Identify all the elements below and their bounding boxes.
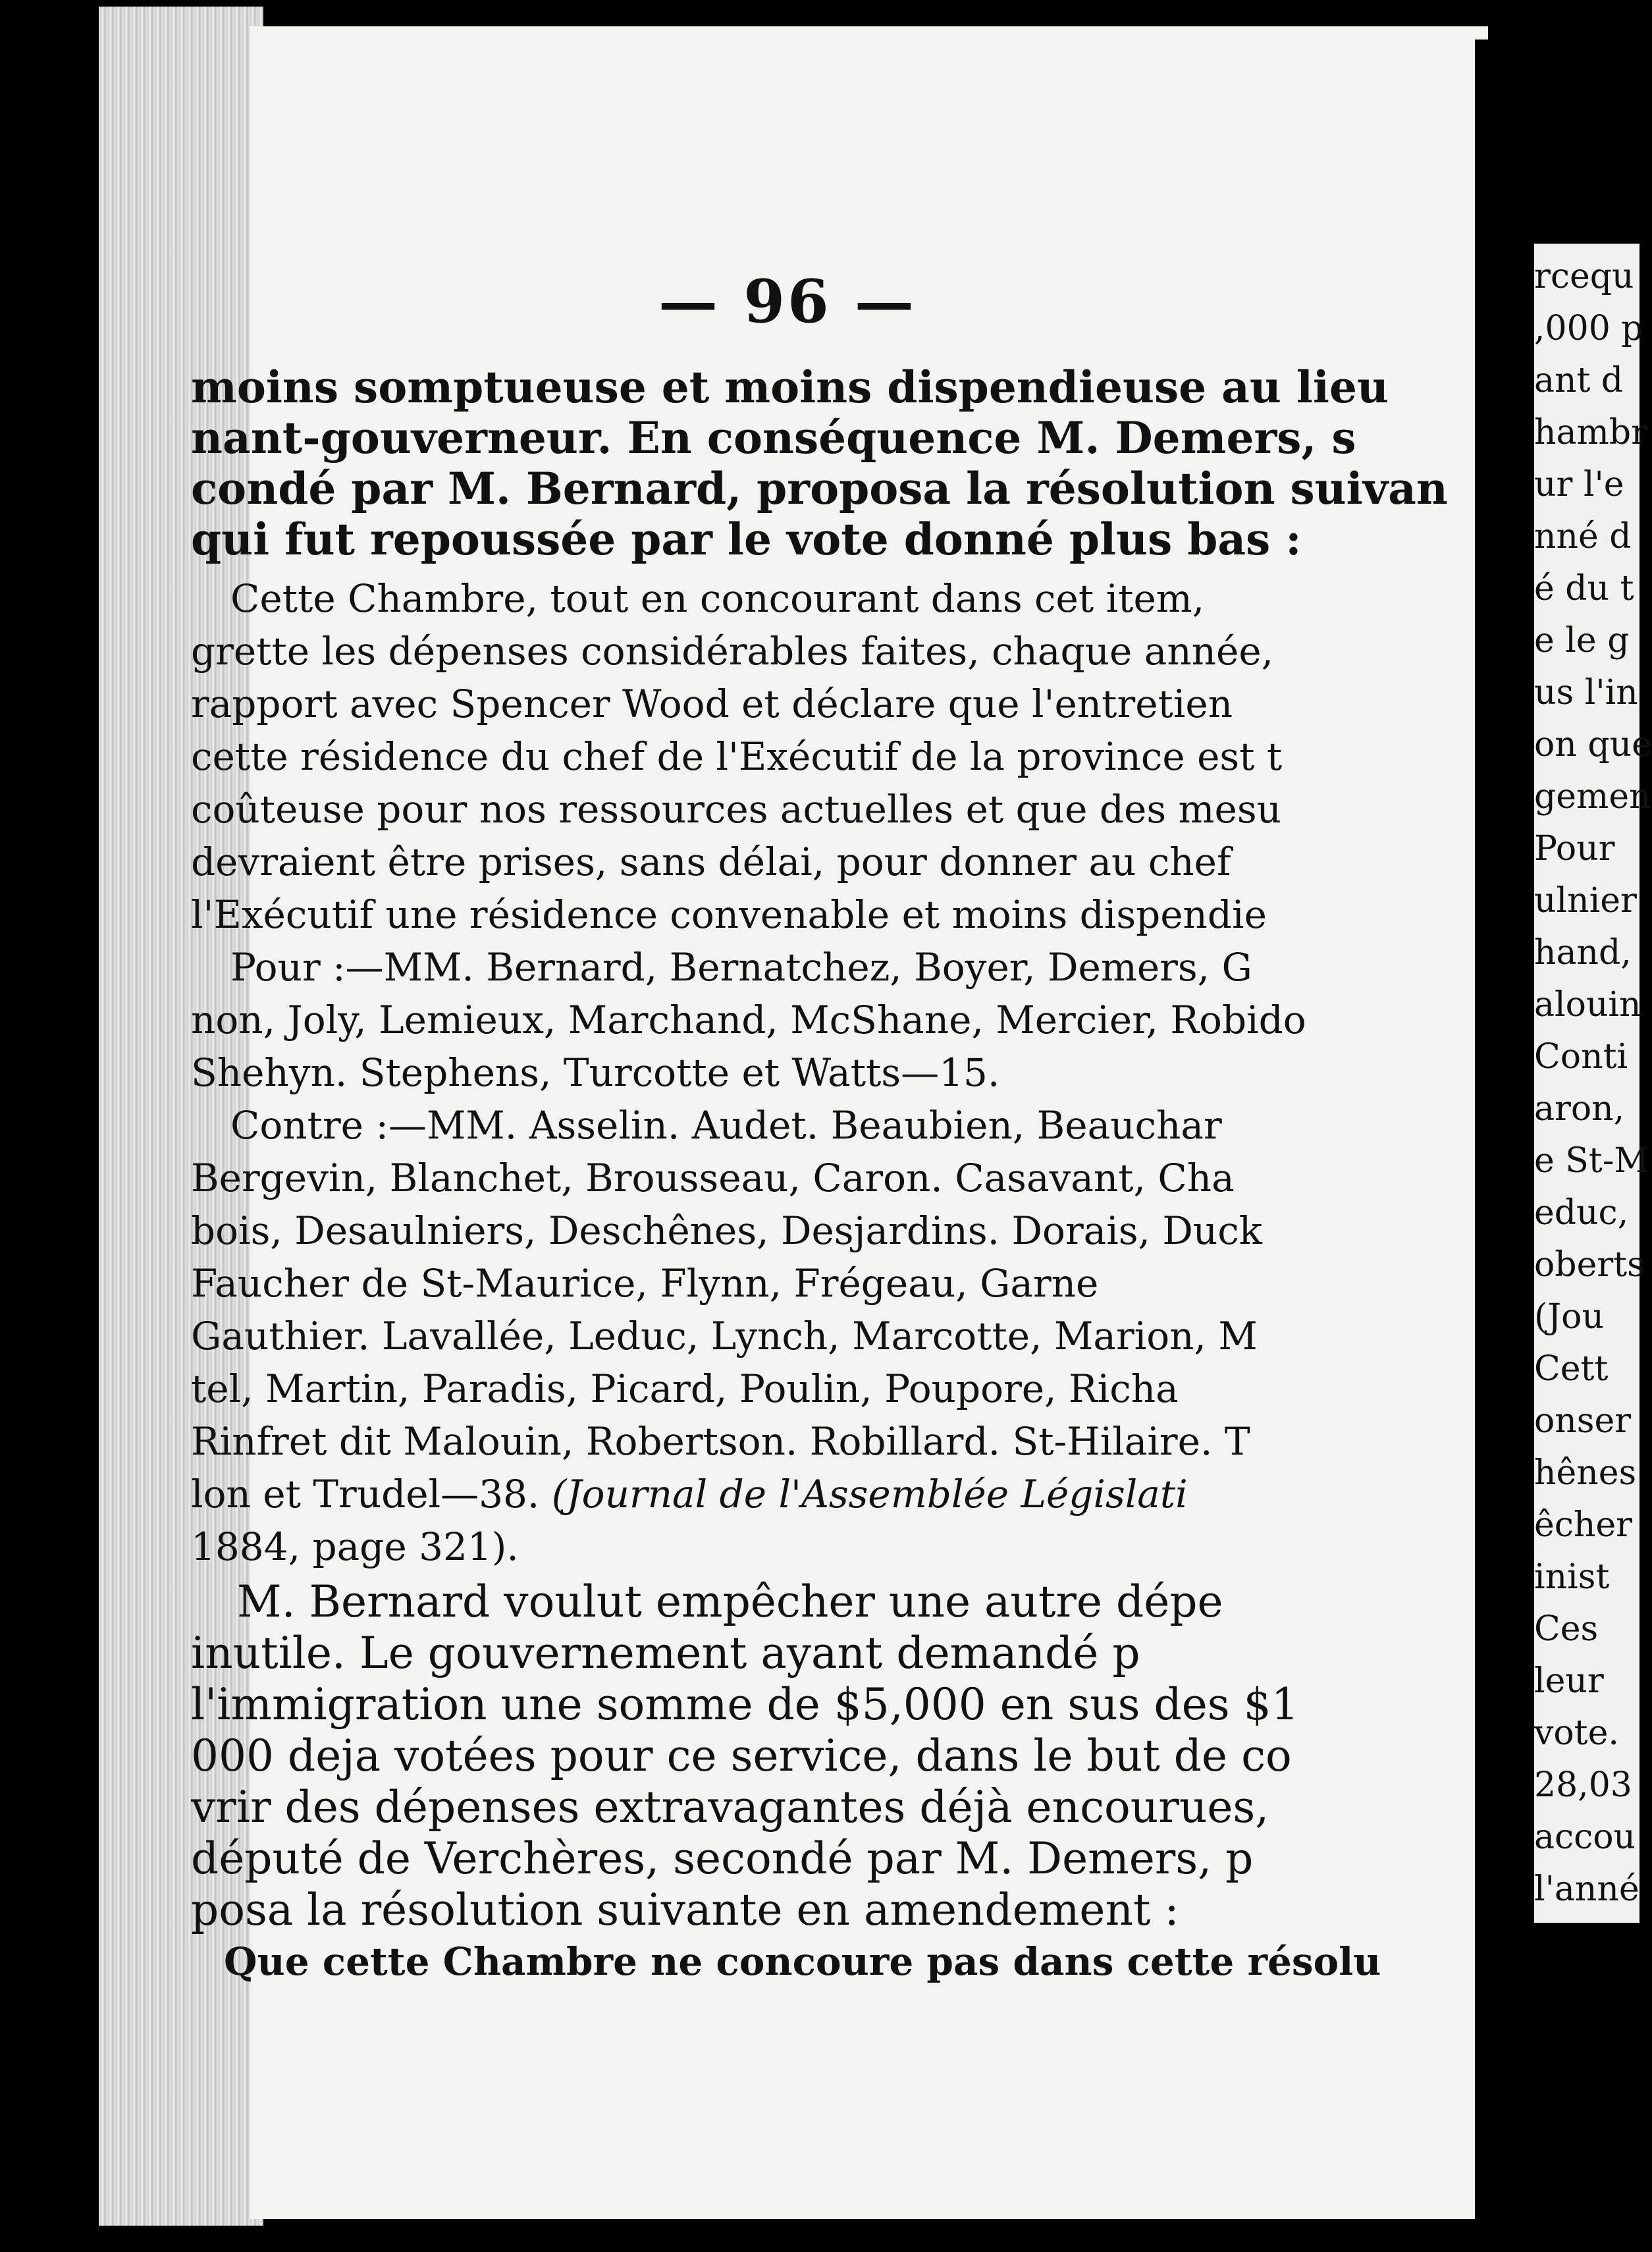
adjacent-page-line: (Jou [1534,1297,1604,1337]
resolution-line: devraient être prises, sans délai, pour donner au chef [191,840,1231,884]
contre-line: Rinfret dit Malouin, Robertson. Robillard. St-Hilaire. T [191,1419,1250,1464]
para2-line: M. Bernard voulut empêcher une autre dépe [237,1576,1223,1627]
para2-line: l'immigration une somme de $5,000 en sus des $1 [191,1679,1299,1730]
adjacent-page-line: educ, [1534,1193,1629,1233]
adjacent-page-line: Cett [1534,1349,1609,1389]
adjacent-page-line: alouin [1534,985,1641,1025]
adjacent-page-line: vote. [1534,1713,1619,1753]
adjacent-page-line: e St-M [1534,1141,1649,1181]
pour-line: Shehyn. Stephens, Turcotte et Watts—15. [191,1050,1000,1095]
para2-line: 000 deja votées pour ce service, dans le but de co [191,1730,1292,1781]
adjacent-page-line: Conti [1534,1037,1628,1077]
contre-line: tel, Martin, Paradis, Picard, Poulin, Poupore, Richa [191,1366,1179,1411]
para1-line: qui fut repoussée par le vote donné plus bas : [191,514,1302,565]
adjacent-page-line: ulnier [1534,881,1637,921]
adjacent-page-line: ,000 p [1534,309,1643,348]
resolution-line: coûteuse pour nos ressources actuelles et que des mesu [191,787,1281,832]
adjacent-page-line: hambr [1534,413,1647,452]
para1-line: moins somptueuse et moins dispendieuse au lieu [191,362,1389,413]
adjacent-page-line: nné d [1534,517,1632,556]
contre-line: Gauthier. Lavallée, Leduc, Lynch, Marcotte, Marion, M [191,1314,1258,1358]
contre-line: Faucher de St-Maurice, Flynn, Frégeau, Garne [191,1261,1099,1306]
adjacent-page-line: onser [1534,1401,1632,1441]
contre-line: lon et Trudel—38. [191,1472,540,1516]
book-gutter [1475,40,1534,2252]
pour-line: Pour :—MM. Bernard, Bernatchez, Boyer, Demers, G [230,945,1252,990]
adjacent-page-line: us l'in [1534,673,1638,712]
pour-line: non, Joly, Lemieux, Marchand, McShane, Mercier, Robido [191,998,1306,1042]
adjacent-page-line: oberts [1534,1245,1645,1285]
adjacent-page-line: accou [1534,1817,1636,1857]
adjacent-page [1534,244,1652,1923]
para2-line: inutile. Le gouvernement ayant demandé p [191,1628,1140,1678]
resolution-line: l'Exécutif une résidence convenable et moins dispendie [191,892,1267,937]
last-line: Que cette Chambre ne concoure pas dans cette résolu [224,1939,1381,1984]
adjacent-page-line: leur [1534,1661,1604,1701]
adjacent-page-line: on que [1534,725,1652,764]
adjacent-page-line: ur l'e [1534,465,1624,504]
resolution-line: Cette Chambre, tout en concourant dans cet item, [230,576,1205,621]
adjacent-page-line: êcher [1534,1505,1633,1545]
adjacent-page-line: Ces [1534,1609,1599,1649]
para2-line: député de Verchères, secondé par M. Demers, p [191,1833,1254,1884]
adjacent-page-line: aron, [1534,1089,1625,1129]
adjacent-page-line: hand, [1534,933,1632,973]
para2-line: vrir des dépenses extravagantes déjà encourues, [191,1782,1269,1833]
adjacent-page-line: inist [1534,1557,1610,1597]
contre-line: 1884, page 321). [191,1524,519,1569]
resolution-line: cette résidence du chef de l'Exécutif de la province est t [191,734,1283,779]
adjacent-page-line: é du t [1534,569,1634,608]
contre-line-with-ref [191,1472,1188,1516]
adjacent-page-line: rcequ [1534,257,1634,296]
contre-line: bois, Desaulniers, Deschênes, Desjardins. Dorais, Duck [191,1208,1262,1253]
contre-line: Bergevin, Blanchet, Brousseau, Caron. Casavant, Cha [191,1156,1235,1200]
para1-line: condé par M. Bernard, proposa la résolution suivan [191,463,1448,514]
resolution-line: rapport avec Spencer Wood et déclare que l'entretien [191,682,1233,726]
adjacent-page-line: ant d [1534,361,1624,400]
resolution-line: grette les dépenses considérables faites, chaque année, [191,629,1274,674]
adjacent-page-line: hênes [1534,1453,1637,1493]
adjacent-page-line: 28,03 [1534,1765,1632,1805]
adjacent-page-line: e le g [1534,621,1630,660]
adjacent-page-line: gemen [1534,777,1651,817]
adjacent-page-line: Pour [1534,829,1615,869]
adjacent-page-line: l'anné [1534,1869,1639,1909]
page-number: — 96 — [658,267,917,336]
contre-line: Contre :—MM. Asselin. Audet. Beaubien, Beauchar [230,1103,1222,1148]
para2-line: posa la résolution suivante en amendement : [191,1885,1179,1935]
journal-reference: (Journal de l'Assemblée Législati [551,1472,1188,1516]
para1-line: nant-gouverneur. En conséquence M. Demers, s [191,412,1356,464]
